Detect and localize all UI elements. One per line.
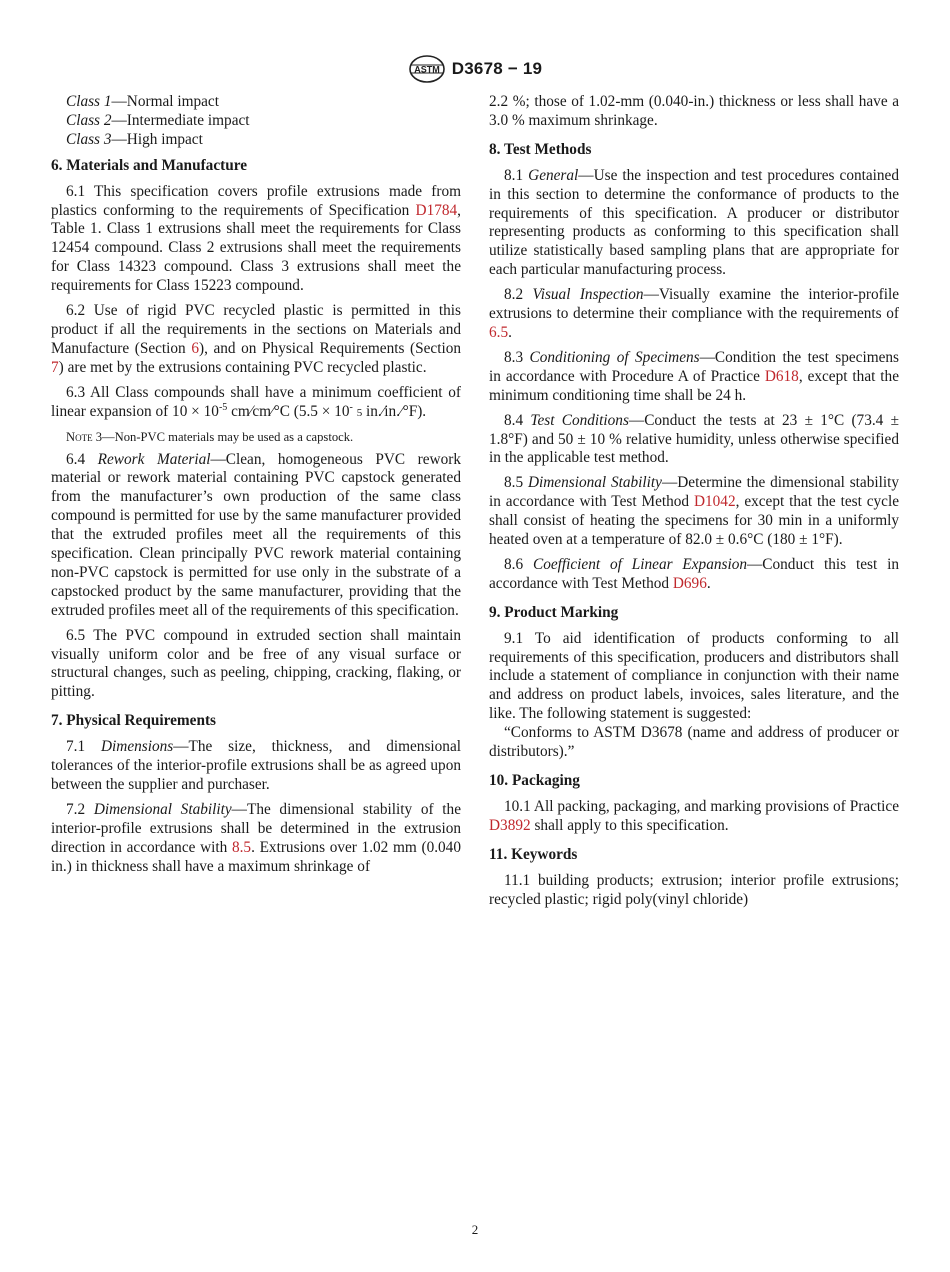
link-d3892[interactable]: D3892 (489, 816, 531, 834)
class-3-line: Class 3—High impact (66, 130, 203, 148)
link-section-6[interactable]: 6 (191, 339, 199, 357)
paragraph-8-1: 8.1 General—Use the inspection and test procedures contained in this section to determine the conformance of products to the requirements of this specification. A producer or distributor representing products as conforming to this specification shall utilize statistically based sampling plans that are appropriate for each particular manufacturing process. (489, 166, 899, 279)
paragraph-11-1: 11.1 building products; extrusion; interior profile extrusions; recycled plastic; rigid poly(vinyl chloride) (489, 871, 899, 908)
class-2-line: Class 2—Intermediate impact (66, 111, 250, 129)
paragraph-8-2: 8.2 Visual Inspection—Visually examine the interior-profile extrusions to determine their compliance with the requirements of 6.5. (489, 286, 899, 341)
paragraph-10-1: 10.1 All packing, packaging, and marking provisions of Practice D3892 shall apply to this specification. (489, 797, 899, 834)
paragraph-6-3: 6.3 All Class compounds shall have a minimum coefficient of linear expansion of $10 \times 10^{-5}$ cm⁄cm⁄°C (5.5 × 10- 5 in.⁄in.⁄°F). (51, 383, 461, 420)
paragraph-7-1: 7.1 Dimensions—The size, thickness, and dimensional tolerances of the interior-profile extrusions shall be as agreed upon between the supplier and purchaser. (51, 738, 461, 793)
document-id: D3678 − 19 (451, 59, 543, 78)
section-11-title: 11. Keywords (489, 845, 578, 863)
paragraph-6-2: 6.2 Use of rigid PVC recycled plastic is permitted in this product if all the requirements in the sections on Materials and Manufacture (Section 6), and on Physical Requirements (Section 7) are met by the extrusions containing PVC recycled plastic. (51, 302, 461, 376)
paragraph-8-4: 8.4 Test Conditions—Conduct the tests at 23 ± 1°C (73.4 ± 1.8°F) and 50 ± 10 % relative humidity, unless otherwise specified in the applicable test method. (489, 411, 899, 467)
paragraph-8-5: 8.5 Dimensional Stability—Determine the dimensional stability in accordance with Test Method D1042, except that the test cycle shall consist of heating the specimens for 30 min in a uniformly heated oven at a temperature of 82.0 ± 0.6°C (180 ± 1°F). (489, 474, 899, 549)
page-number: 2 (471, 1222, 479, 1237)
section-9-title: 9. Product Marking (489, 603, 619, 621)
paragraph-9-1: 9.1 To aid identification of products conforming to all requirements of this specification, producers and distributors shall include a statement of compliance in conjunction with their name and address on product labels, invoices, sales literature, and the like. The following statement is suggested: (489, 629, 899, 723)
link-d1042[interactable]: D1042 (693, 493, 736, 511)
paragraph-7-2-continued: 2.2 %; those of 1.02-mm (0.040-in.) thickness or less shall have a 3.0 % maximum shrinkage. (489, 93, 899, 129)
paragraph-6-1: 6.1 This specification covers profile extrusions made from plastics conforming to the requirements of Specification D1784, Table 1. Class 1 extrusions shall meet the requirements for Class 12454 compound. Class 2 extrusions shall meet the requirements for Class 14323 compound. Class 3 extrusions shall meet the requirements for Class 15223 compound. (51, 182, 461, 295)
class-1-line: Class 1—Normal impact (66, 93, 219, 110)
paragraph-7-2: 7.2 Dimensional Stability—The dimensional stability of the interior-profile extrusions shall be determined in the extrusion direction in accordance with 8.5. Extrusions over 1.02 mm (0.040 in.) in thickness shall have a maximum shrinkage of (51, 800, 461, 875)
paragraph-9-1-quote: “Conforms to ASTM D3678 (name and address of producer or distributors).” (489, 724, 899, 761)
page-header (0, 54, 950, 89)
link-section-7[interactable]: 7 (51, 358, 59, 376)
section-7-title: 7. Physical Requirements (51, 712, 217, 730)
link-d1784[interactable]: D1784 (415, 201, 458, 219)
note-3: Note 3—Non-PVC materials may be used as a capstock. (66, 429, 354, 444)
right-column (489, 93, 899, 915)
link-d618[interactable]: D618 (764, 367, 799, 385)
section-8-title: 8. Test Methods (489, 140, 592, 158)
link-6-5[interactable]: 6.5 (489, 323, 509, 341)
astm-logo-icon (408, 54, 446, 84)
svg-text:ASTM: ASTM (414, 64, 440, 75)
paragraph-8-3: 8.3 Conditioning of Specimens—Condition the test specimens in accordance with Procedure A of Practice D618, except that the minimum conditioning time shall be 24 h. (489, 348, 899, 404)
section-10-title: 10. Packaging (489, 772, 580, 789)
paragraph-6-5: 6.5 The PVC compound in extruded section shall maintain visually uniform color and be free of any visual surface or structural changes, such as peeling, chipping, cracking, flaking, or pitting. (51, 626, 461, 701)
link-8-5[interactable]: 8.5 (231, 838, 252, 856)
link-d696[interactable]: D696 (672, 574, 707, 592)
section-6-title: 6. Materials and Manufacture (51, 156, 248, 174)
paragraph-8-6: 8.6 Coefficient of Linear Expansion—Conduct this test in accordance with Test Method D696. (489, 555, 899, 592)
paragraph-6-4: 6.4 Rework Material—Clean, homogeneous PVC rework material or rework material containing PVC capstock generated from the manufacturer’s own production of the same class compound is permitted for use by the same manufacturer provided that the extruded profiles meet all the requirements of this specification. Clean principally PVC rework material containing non-PVC capstock is permitted for use only in the substrate of a capstocked product by the same manufacturer, providing that the extruded profiles meet all of the requirements of this specification. (51, 450, 461, 619)
left-column (51, 93, 461, 883)
